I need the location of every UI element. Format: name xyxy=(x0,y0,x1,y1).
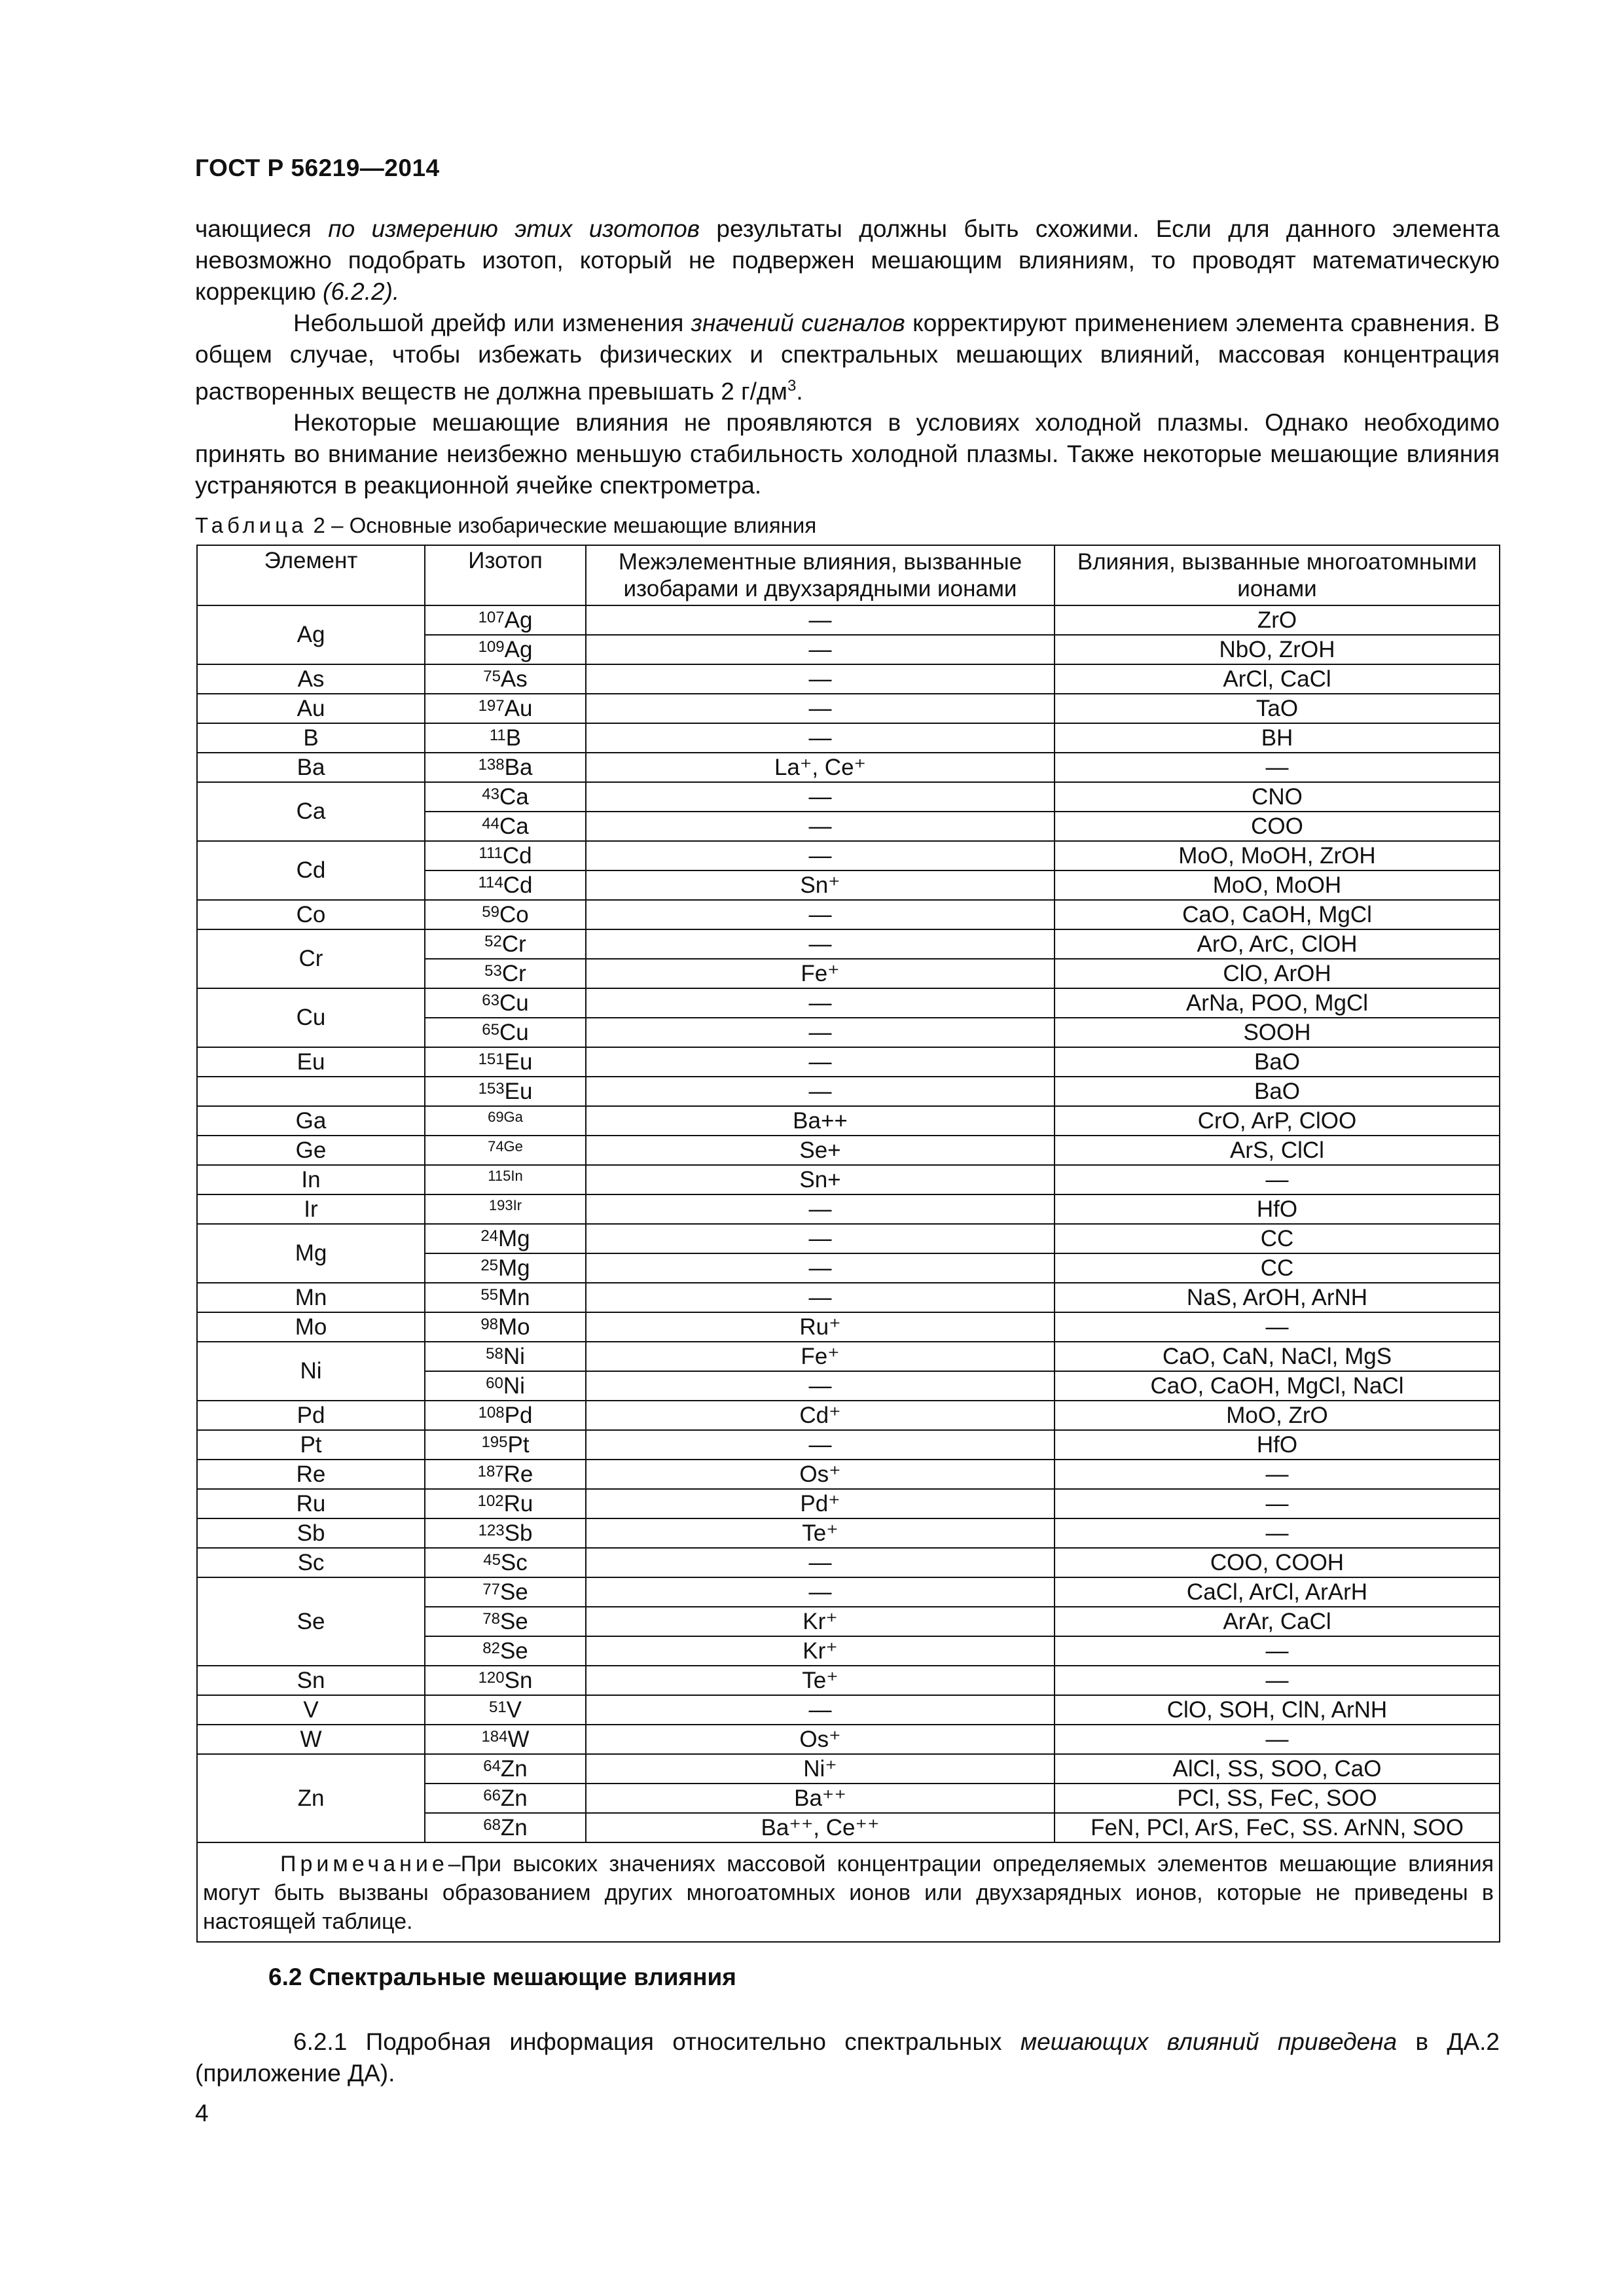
interelement-cell: Ru⁺ xyxy=(586,1312,1055,1342)
polyatomic-cell: AlCl, SS, SOO, CaO xyxy=(1055,1754,1500,1784)
element-cell: W xyxy=(197,1725,425,1754)
polyatomic-cell: ArS, ClCl xyxy=(1055,1136,1500,1165)
polyatomic-cell: ZrO xyxy=(1055,605,1500,635)
element-cell: Sn xyxy=(197,1666,425,1695)
isotope-cell: $^{58}$Ni xyxy=(425,1342,586,1371)
interelement-cell: Fe⁺ xyxy=(586,959,1055,988)
interelement-cell: Cd⁺ xyxy=(586,1401,1055,1430)
polyatomic-cell: ClO, SOH, ClN, ArNH xyxy=(1055,1695,1500,1725)
element-cell: Zn xyxy=(197,1754,425,1842)
isotope-cell: $^{64}$Zn xyxy=(425,1754,586,1784)
polyatomic-cell: ArO, ArC, ClOH xyxy=(1055,929,1500,959)
polyatomic-cell: — xyxy=(1055,1460,1500,1489)
isotope-cell: $^{78}$Se xyxy=(425,1607,586,1636)
isotope-cell: $^{98}$Mo xyxy=(425,1312,586,1342)
table-row xyxy=(197,782,1500,812)
interelement-cell: Ba⁺⁺ xyxy=(586,1784,1055,1813)
page-number: 4 xyxy=(195,2100,209,2126)
polyatomic-cell: ClO, ArOH xyxy=(1055,959,1500,988)
table-note-row xyxy=(197,1842,1500,1942)
polyatomic-cell: PCl, SS, FeC, SOO xyxy=(1055,1784,1500,1813)
element-cell: Mn xyxy=(197,1283,425,1312)
element-cell: Ge xyxy=(197,1136,425,1165)
polyatomic-cell: — xyxy=(1055,1489,1500,1518)
interelement-cell: — xyxy=(586,1695,1055,1725)
polyatomic-cell: MoO, MoOH, ZrOH xyxy=(1055,841,1500,870)
table-row xyxy=(197,1077,1500,1106)
isotope-cell: $^{195}$Pt xyxy=(425,1430,586,1460)
isotope-cell: $^{120}$Sn xyxy=(425,1666,586,1695)
polyatomic-cell: CNO xyxy=(1055,782,1500,812)
interelement-cell: Te⁺ xyxy=(586,1518,1055,1548)
interelement-cell: — xyxy=(586,723,1055,753)
polyatomic-cell: CaO, CaN, NaCl, MgS xyxy=(1055,1342,1500,1371)
interelement-cell: — xyxy=(586,1430,1055,1460)
interelement-cell: Ba⁺⁺, Ce⁺⁺ xyxy=(586,1813,1055,1842)
element-cell: Cr xyxy=(197,929,425,988)
interelement-cell: Pd⁺ xyxy=(586,1489,1055,1518)
table-row xyxy=(197,1194,1500,1224)
isotope-cell: $^{187}$Re xyxy=(425,1460,586,1489)
element-cell: Ga xyxy=(197,1106,425,1136)
paragraph-section-6-2-1: 6.2.1 Подробная информация относительно спектральных мешающих влияний приведена в ДА.2 (приложение ДА). xyxy=(195,2028,1500,2087)
interelement-cell: Ba++ xyxy=(586,1106,1055,1136)
paragraph-2: Небольшой дрейф или изменения значений сигналов корректируют применением элемента сравнения. В общем случае, чтобы избежать физических и спектральных мешающих влияний, массовая концентрация растворенных веществ не должна превышать 2 $г/дм^3$. xyxy=(195,310,1500,405)
table-row xyxy=(197,988,1500,1018)
polyatomic-cell: CaO, CaOH, MgCl xyxy=(1055,900,1500,929)
element-cell: Ru xyxy=(197,1489,425,1518)
interelement-cell: — xyxy=(586,1018,1055,1047)
intro-text xyxy=(195,213,1500,501)
polyatomic-cell: CC xyxy=(1055,1224,1500,1253)
table-row xyxy=(197,1725,1500,1754)
interelement-cell: Te⁺ xyxy=(586,1666,1055,1695)
table-row xyxy=(197,1165,1500,1194)
interelement-cell: Os⁺ xyxy=(586,1460,1055,1489)
interelement-cell: — xyxy=(586,1194,1055,1224)
isotope-cell: $^{111}$Cd xyxy=(425,841,586,870)
polyatomic-cell: BH xyxy=(1055,723,1500,753)
polyatomic-cell: HfO xyxy=(1055,1194,1500,1224)
element-cell xyxy=(197,1077,425,1106)
table-row xyxy=(197,605,1500,635)
polyatomic-cell: BaO xyxy=(1055,1077,1500,1106)
interelement-cell: Kr⁺ xyxy=(586,1636,1055,1666)
interelement-cell: — xyxy=(586,664,1055,694)
polyatomic-cell: CaCl, ArCl, ArArH xyxy=(1055,1577,1500,1607)
interelement-cell: — xyxy=(586,1283,1055,1312)
polyatomic-cell: CC xyxy=(1055,1253,1500,1283)
isotope-cell: $^{63}$Cu xyxy=(425,988,586,1018)
table-row xyxy=(197,929,1500,959)
element-cell: In xyxy=(197,1165,425,1194)
isotope-cell: $^{65}$Cu xyxy=(425,1018,586,1047)
isotope-cell: $^{44}$Ca xyxy=(425,812,586,841)
element-cell: V xyxy=(197,1695,425,1725)
interelement-cell: — xyxy=(586,1077,1055,1106)
interelement-cell: — xyxy=(586,812,1055,841)
interelement-cell: Kr⁺ xyxy=(586,1607,1055,1636)
polyatomic-cell: — xyxy=(1055,1725,1500,1754)
interelement-cell: — xyxy=(586,1047,1055,1077)
polyatomic-cell: — xyxy=(1055,1518,1500,1548)
polyatomic-cell: — xyxy=(1055,753,1500,782)
table-row xyxy=(197,1518,1500,1548)
section-heading: 6.2 Спектральные мешающие влияния xyxy=(268,1964,736,1990)
polyatomic-cell: ArNa, POO, MgCl xyxy=(1055,988,1500,1018)
isotope-cell: $^{45}$Sc xyxy=(425,1548,586,1577)
isotope-cell: 69Ga xyxy=(425,1106,586,1136)
interelement-cell: La⁺, Ce⁺ xyxy=(586,753,1055,782)
isotope-cell: $^{107}$Ag xyxy=(425,605,586,635)
table-row xyxy=(197,1401,1500,1430)
table-row xyxy=(197,1224,1500,1253)
interelement-cell: — xyxy=(586,1224,1055,1253)
isotope-cell: $^{109}$Ag xyxy=(425,635,586,664)
element-cell: Cu xyxy=(197,988,425,1047)
element-cell: Mo xyxy=(197,1312,425,1342)
isotope-cell: $^{53}$Cr xyxy=(425,959,586,988)
polyatomic-cell: — xyxy=(1055,1312,1500,1342)
polyatomic-cell: MoO, MoOH xyxy=(1055,870,1500,900)
polyatomic-cell: ArAr, CaCl xyxy=(1055,1607,1500,1636)
element-cell: Ca xyxy=(197,782,425,841)
table-row xyxy=(197,841,1500,870)
isotope-cell: $^{68}$Zn xyxy=(425,1813,586,1842)
polyatomic-cell: ArCl, CaCl xyxy=(1055,664,1500,694)
polyatomic-cell: BaO xyxy=(1055,1047,1500,1077)
element-cell: Ag xyxy=(197,605,425,664)
element-cell: Re xyxy=(197,1460,425,1489)
isotope-cell: 115In xyxy=(425,1165,586,1194)
table-note: Примечание–При высоких значениях массовой концентрации определяемых элементов мешающие влияния могут быть вызваны образованием других многоатомных ионов или двухзарядных ионов, которые не приведены в настоящей таблице. xyxy=(197,1842,1500,1942)
isotope-cell: $^{66}$Zn xyxy=(425,1784,586,1813)
element-cell: Cd xyxy=(197,841,425,900)
paragraph-1: чающиеся по измерению этих изотопов результаты должны быть схожими. Если для данного элемента невозможно подобрать изотоп, который не подвержен мешающим влияниям, то проводят математическую коррекцию (6.2.2). xyxy=(195,215,1500,305)
table-row xyxy=(197,723,1500,753)
isotope-cell: $^{151}$Eu xyxy=(425,1047,586,1077)
isotope-cell: $^{55}$Mn xyxy=(425,1283,586,1312)
interelement-cell: — xyxy=(586,900,1055,929)
polyatomic-cell: COO, COOH xyxy=(1055,1548,1500,1577)
element-cell: Mg xyxy=(197,1224,425,1283)
interelement-cell: — xyxy=(586,635,1055,664)
interelement-cell: — xyxy=(586,694,1055,723)
table-row xyxy=(197,1489,1500,1518)
header-element: Элемент xyxy=(197,545,425,605)
table-row xyxy=(197,1666,1500,1695)
interference-table xyxy=(196,545,1500,1943)
interelement-cell: — xyxy=(586,782,1055,812)
isotope-cell: $^{25}$Mg xyxy=(425,1253,586,1283)
isotope-cell: $^{75}$As xyxy=(425,664,586,694)
interelement-cell: Ni⁺ xyxy=(586,1754,1055,1784)
interelement-cell: — xyxy=(586,1253,1055,1283)
element-cell: Pt xyxy=(197,1430,425,1460)
isotope-cell: $^{43}$Ca xyxy=(425,782,586,812)
interelement-cell: — xyxy=(586,929,1055,959)
polyatomic-cell: TaO xyxy=(1055,694,1500,723)
isotope-cell: $^{108}$Pd xyxy=(425,1401,586,1430)
table-row xyxy=(197,1342,1500,1371)
table-row xyxy=(197,1283,1500,1312)
polyatomic-cell: SOOH xyxy=(1055,1018,1500,1047)
interelement-cell: Sn+ xyxy=(586,1165,1055,1194)
table-row xyxy=(197,1106,1500,1136)
table-row xyxy=(197,753,1500,782)
polyatomic-cell: HfO xyxy=(1055,1430,1500,1460)
element-cell: Au xyxy=(197,694,425,723)
isotope-cell: $^{60}$Ni xyxy=(425,1371,586,1401)
header-isotope: Изотоп xyxy=(425,545,586,605)
isotope-cell: $^{197}$Au xyxy=(425,694,586,723)
interelement-cell: — xyxy=(586,1548,1055,1577)
header-interelement: Межэлементные влияния, вызванные изобарами и двухзарядными ионами xyxy=(586,545,1055,605)
polyatomic-cell: FeN, PCl, ArS, FeC, SS. ArNN, SOO xyxy=(1055,1813,1500,1842)
interelement-cell: — xyxy=(586,605,1055,635)
polyatomic-cell: NaS, ArOH, ArNH xyxy=(1055,1283,1500,1312)
table-row xyxy=(197,1577,1500,1607)
section-text xyxy=(195,2026,1500,2089)
table-row xyxy=(197,1548,1500,1577)
table-row xyxy=(197,664,1500,694)
isotope-cell: $^{153}$Eu xyxy=(425,1077,586,1106)
interelement-cell: Fe⁺ xyxy=(586,1342,1055,1371)
element-cell: Ir xyxy=(197,1194,425,1224)
isotope-cell: $^{77}$Se xyxy=(425,1577,586,1607)
polyatomic-cell: — xyxy=(1055,1636,1500,1666)
table-row xyxy=(197,1754,1500,1784)
interelement-cell: Os⁺ xyxy=(586,1725,1055,1754)
isotope-cell: $^{52}$Cr xyxy=(425,929,586,959)
isotope-cell: $^{114}$Cd xyxy=(425,870,586,900)
isotope-cell: $^{82}$Se xyxy=(425,1636,586,1666)
paragraph-3: Некоторые мешающие влияния не проявляются в условиях холодной плазмы. Однако необходимо принять во внимание неизбежно меньшую стабильность холодной плазмы. Также некоторые мешающие влияния устраняются в реакционной ячейке спектрометра. xyxy=(195,409,1500,499)
isotope-cell: $^{11}$B xyxy=(425,723,586,753)
polyatomic-cell: MoO, ZrO xyxy=(1055,1401,1500,1430)
table-row xyxy=(197,1695,1500,1725)
element-cell: Eu xyxy=(197,1047,425,1077)
polyatomic-cell: CaO, CaOH, MgCl, NaCl xyxy=(1055,1371,1500,1401)
interelement-cell: — xyxy=(586,988,1055,1018)
interelement-cell: — xyxy=(586,1371,1055,1401)
table-caption: Таблица 2 – Основные изобарические мешающие влияния xyxy=(195,513,817,537)
element-cell: Sc xyxy=(197,1548,425,1577)
header-polyatomic: Влияния, вызванные многоатомными ионами xyxy=(1055,545,1500,605)
table-row xyxy=(197,1430,1500,1460)
isotope-cell: $^{184}$W xyxy=(425,1725,586,1754)
document-code: ГОСТ Р 56219—2014 xyxy=(195,154,440,181)
table-row xyxy=(197,1047,1500,1077)
isotope-cell: 74Ge xyxy=(425,1136,586,1165)
isotope-cell: $^{138}$Ba xyxy=(425,753,586,782)
element-cell: Ni xyxy=(197,1342,425,1401)
table-row xyxy=(197,694,1500,723)
polyatomic-cell: CrO, ArP, ClOO xyxy=(1055,1106,1500,1136)
element-cell: Ba xyxy=(197,753,425,782)
polyatomic-cell: COO xyxy=(1055,812,1500,841)
element-cell: As xyxy=(197,664,425,694)
isotope-cell: $^{51}$V xyxy=(425,1695,586,1725)
polyatomic-cell: — xyxy=(1055,1165,1500,1194)
element-cell: Se xyxy=(197,1577,425,1666)
interelement-cell: Se+ xyxy=(586,1136,1055,1165)
interelement-cell: — xyxy=(586,841,1055,870)
element-cell: Sb xyxy=(197,1518,425,1548)
table-row xyxy=(197,1460,1500,1489)
polyatomic-cell: NbO, ZrOH xyxy=(1055,635,1500,664)
interelement-cell: Sn⁺ xyxy=(586,870,1055,900)
isotope-cell: $^{24}$Mg xyxy=(425,1224,586,1253)
table-row xyxy=(197,1136,1500,1165)
interelement-cell: — xyxy=(586,1577,1055,1607)
isotope-cell: $^{123}$Sb xyxy=(425,1518,586,1548)
isotope-cell: 193Ir xyxy=(425,1194,586,1224)
isotope-cell: $^{102}$Ru xyxy=(425,1489,586,1518)
isotope-cell: $^{59}$Co xyxy=(425,900,586,929)
polyatomic-cell: — xyxy=(1055,1666,1500,1695)
element-cell: B xyxy=(197,723,425,753)
table-row xyxy=(197,1312,1500,1342)
element-cell: Co xyxy=(197,900,425,929)
table-header-row xyxy=(197,545,1500,605)
element-cell: Pd xyxy=(197,1401,425,1430)
table-row xyxy=(197,900,1500,929)
